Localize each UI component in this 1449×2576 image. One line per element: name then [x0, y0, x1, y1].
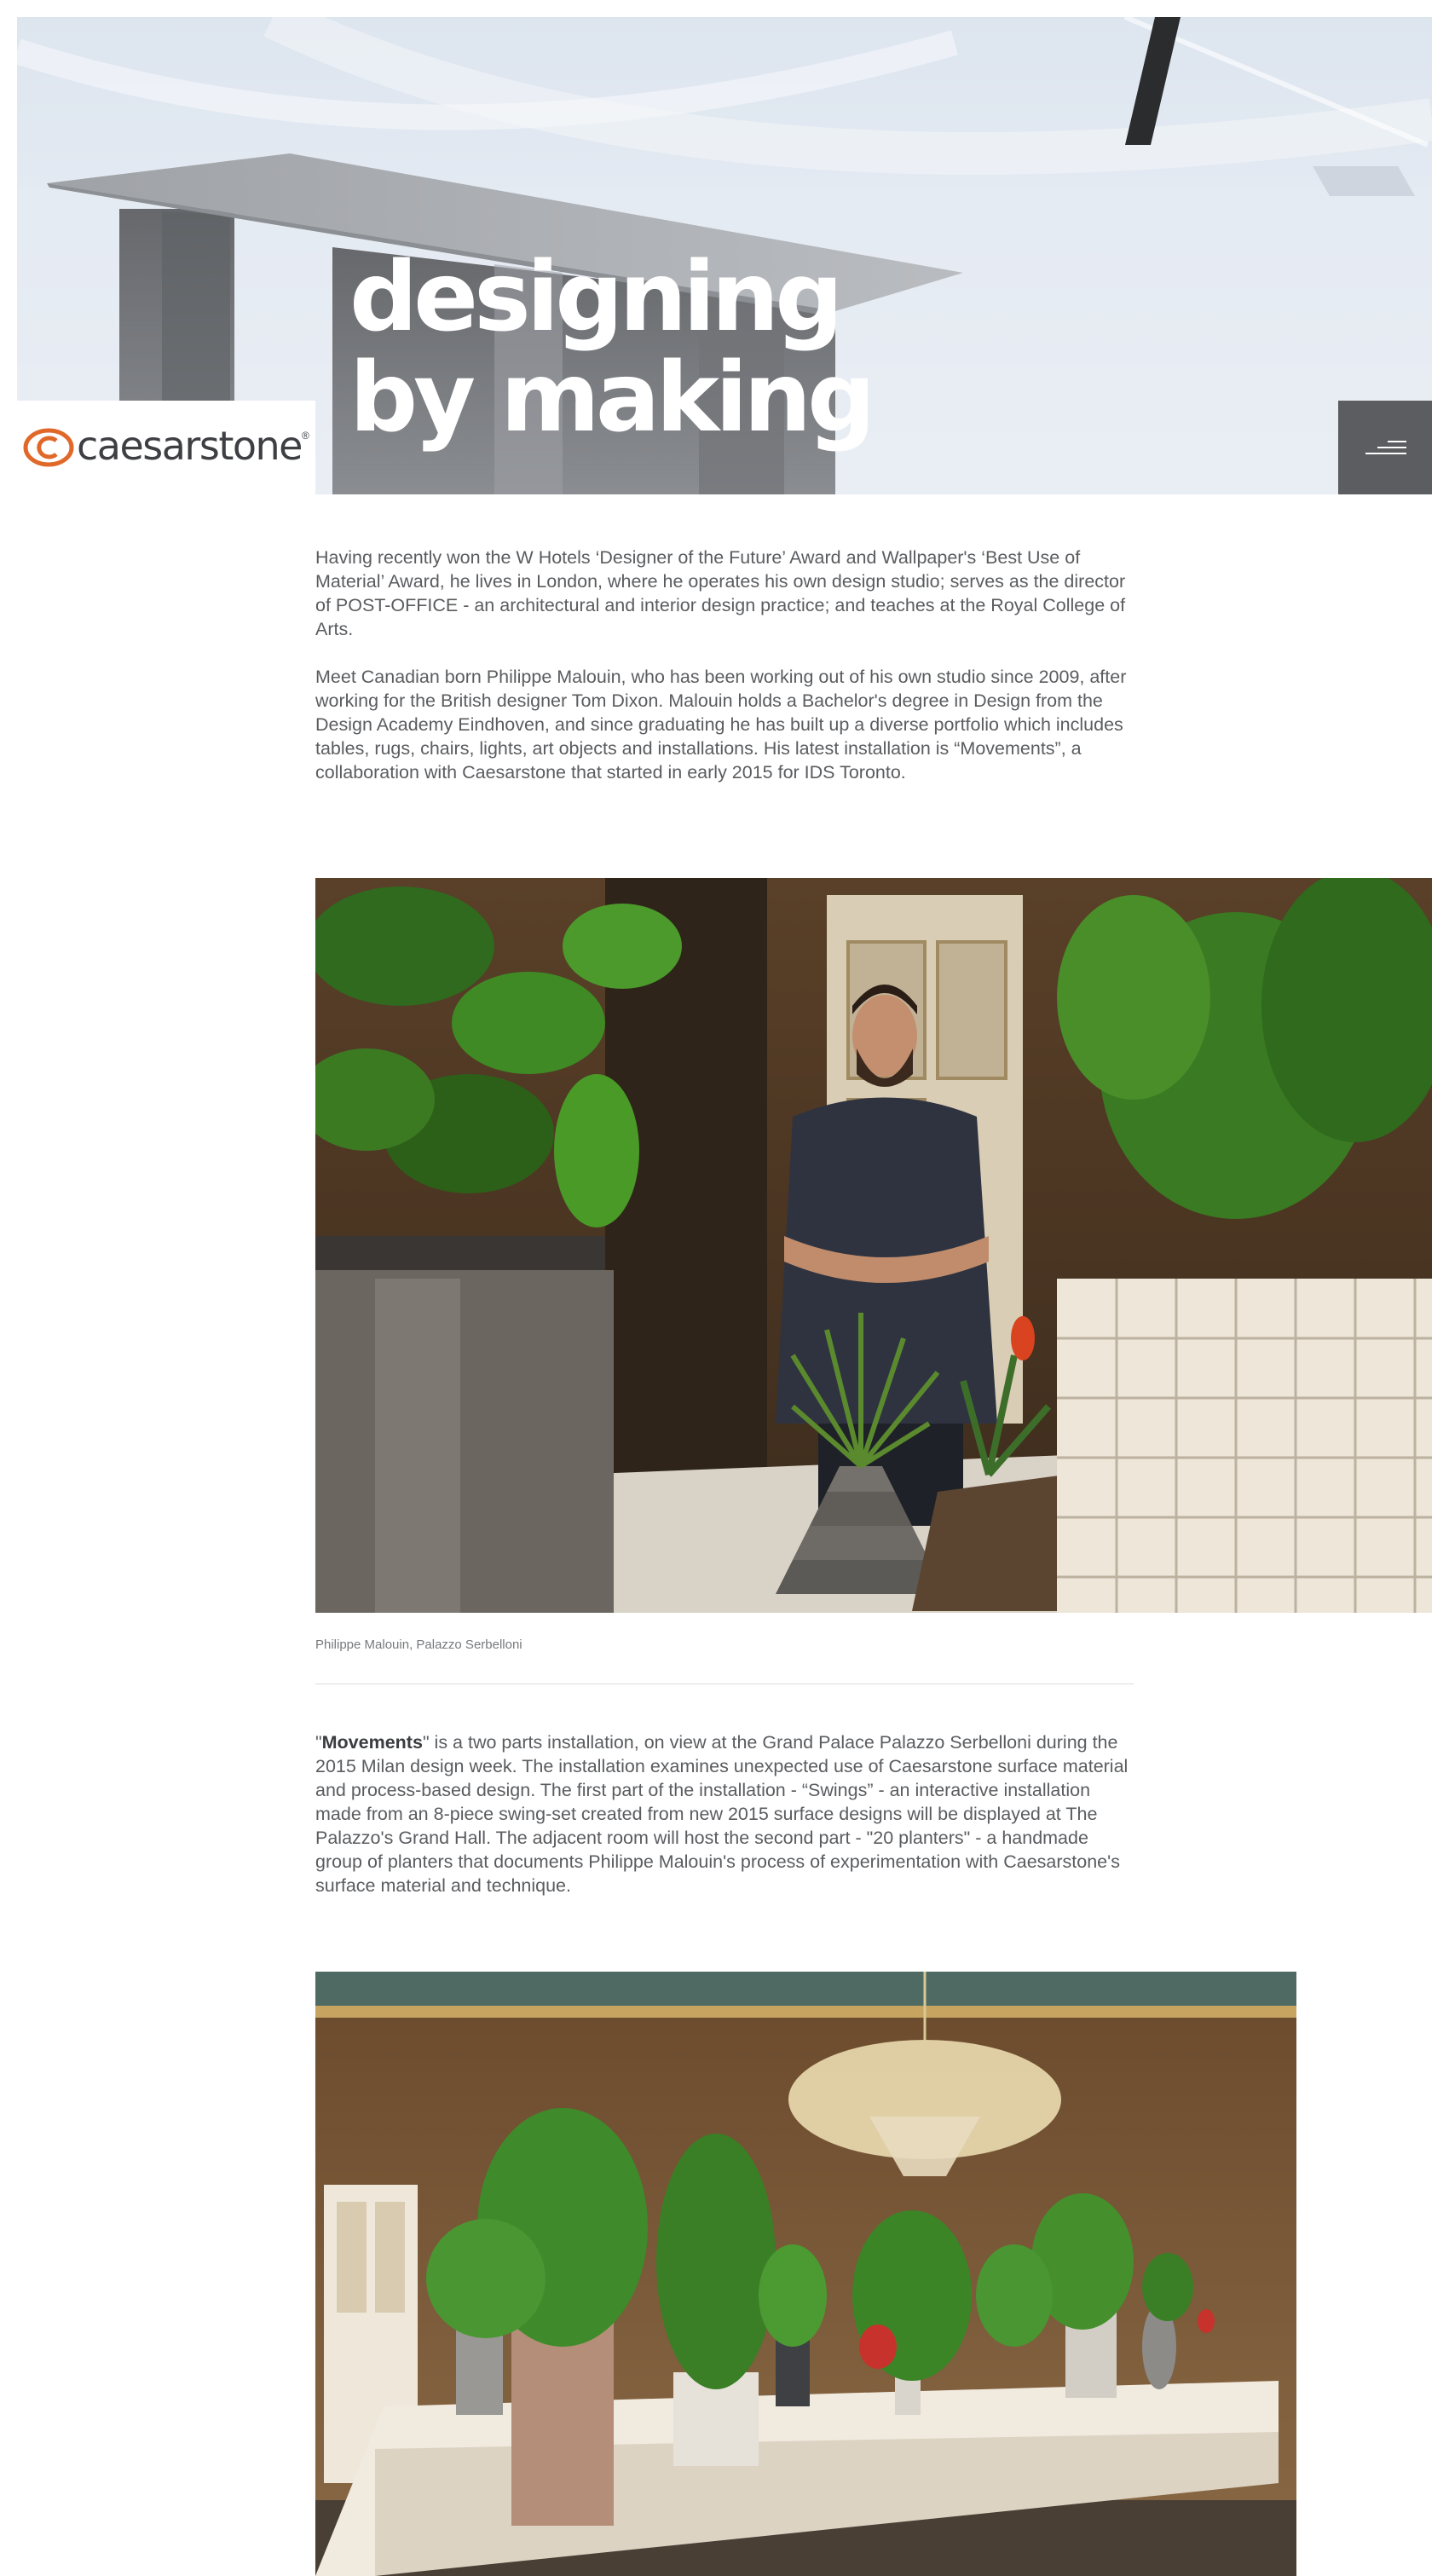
quote-open: " [315, 1732, 322, 1753]
bio-paragraph: Meet Canadian born Philippe Malouin, who has been working out of his own studio since 2009, after working for the British designer Tom Dixon. Malouin holds a Bachelor's degree in Design from the Design Academy Eindhoven, and since graduating he has built up a diverse portfolio which includes tables, rugs, chairs, lights, art objects and installations. His latest installation is “Movements”, a collaboration with Caesarstone that started in early 2015 for IDS Toronto. [315, 667, 1127, 783]
movements-title: Movements [321, 1732, 423, 1753]
movements-description: " is a two parts installation, on view at the Grand Palace Palazzo Serbelloni during the 2015 Milan design week. The installation examines unexpected use of Caesarstone surface material and process-based design. The first part of the installation - “Swings” - an interactive installation made from an 8-piece swing-set created from new 2015 surface designs will be displayed at The Palazzo's Grand Hall. The adjacent room will host the second part - "20 planters" - a handmade group of planters that documents Philippe Malouin's process of experimentation with Caesarstone's surface material and technique. [315, 1732, 1129, 1896]
photo-caption: Philippe Malouin, Palazzo Serbelloni [315, 1637, 522, 1652]
hero-title: designing by making [349, 242, 872, 453]
installation-photo [315, 1972, 1296, 2576]
caesarstone-logo-icon [22, 426, 75, 469]
logo-text: caesarstone [77, 423, 302, 469]
registered-mark: ® [301, 430, 309, 442]
menu-button[interactable] [1338, 401, 1432, 494]
movements-paragraph [315, 1730, 1134, 1897]
intro-paragraph: Having recently won the W Hotels ‘Designer of the Future’ Award and Wallpaper's ‘Best Use of Material’ Award, he lives in London, where he operates his own design studio; serves as the director of POST-OFFICE - an architectural and interior design practice; and teaches at the Royal College of Arts. [315, 547, 1126, 639]
caesarstone-logo[interactable] [17, 401, 315, 494]
portrait-photo [315, 878, 1432, 1613]
